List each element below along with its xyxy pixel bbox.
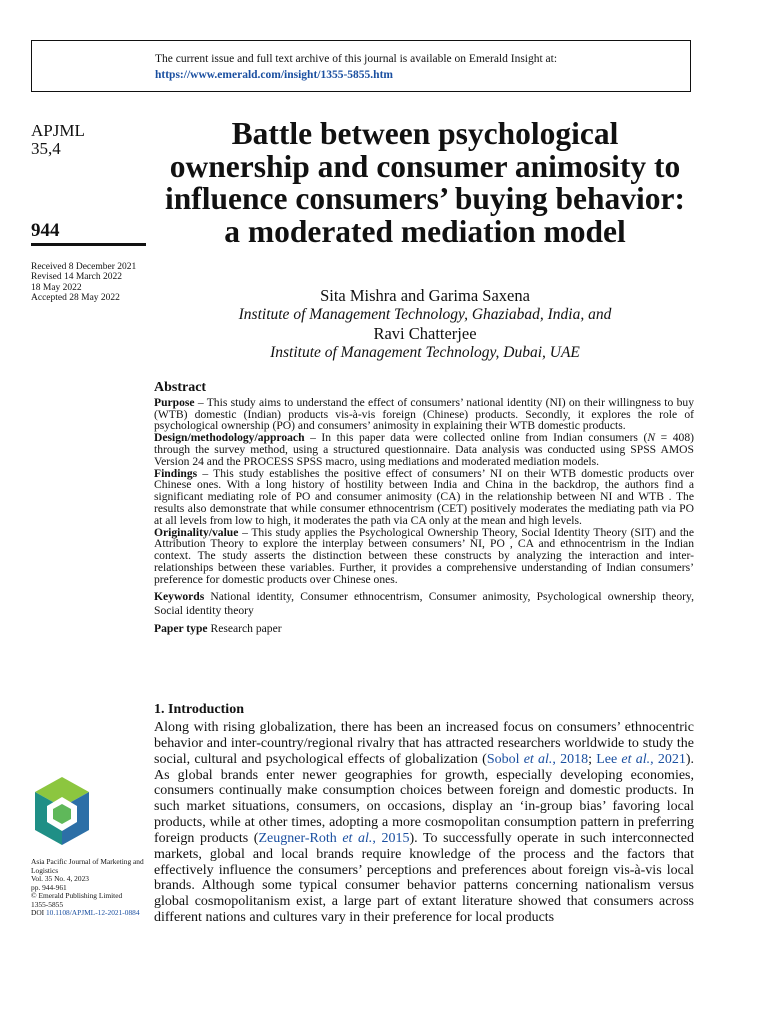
doi-line (31, 909, 146, 918)
article-title: Battle between psychological ownership and consumer animosity to influence consumers’ buying behavior: a moderated mediation model (164, 116, 686, 249)
purpose-label: Purpose (154, 395, 195, 409)
originality-text: – This study applies the Psychological Ownership Theory, Social Identity Theory (SIT) and the Attribution Theory to explore the interplay between consumers’ NI, PO , CA and ethnocentrism in the Indian context. The study asserts the distinction between these constructs by analyzing the interaction and inter-relationships between these variables. Further, it provides a comprehensive understanding of Indian consumers’ preference for domestic products over Chinese ones. (154, 525, 694, 586)
received-date: Received 8 December 2021 (31, 262, 137, 272)
affiliation-1: Institute of Management Technology, Ghaziabad, India, and (238, 306, 612, 323)
intro-text-3: ). As global brands enter newer geographies for growth, especially developing economies, consumers continually make consumption choices between foreign and domestic products. In such market situations, consumers, on occasions, display an ‘in-group bias’ favoring local products, while at other times, adopting a more cosmopolitan consumption pattern in preferring foreign products ( (154, 751, 695, 846)
abstract-keywords (154, 590, 694, 618)
journal-url-link[interactable]: https://www.emerald.com/insight/1355-5855.htm (155, 69, 393, 81)
journal-availability-box (31, 40, 691, 92)
design-text-b: = 408) through the survey method, using a structured questionnaire. Data analysis was conducted using SPSS AMOS Version 24 and the PROCESS SPSS macro, using mediations and moderated mediation models. (154, 431, 694, 468)
accepted-date: Accepted 28 May 2022 (31, 292, 120, 303)
journal-volume: Vol. 35 No. 4, 2023 (31, 874, 89, 883)
citation-sobol-year: , 2018 (552, 751, 589, 767)
citation-lee-year: , 2021 (650, 751, 686, 767)
findings-label: Findings (154, 466, 198, 480)
intro-text-1: Along with rising globalization, there has been an increased focus on consumers’ ethnocentric behavior and inter-country/regional rivalry that has attracted researchers worldwide to study the social, cultural and psychological effects of globalization ( (154, 720, 694, 767)
journal-full-name: Asia Pacific Journal of Marketing and Logistics (31, 857, 144, 875)
citation-lee-etal: et al. (621, 751, 651, 767)
keywords-text: National identity, Consumer ethnocentrism, Consumer animosity, Psychological ownership theory, Social identity theory (154, 589, 694, 617)
abstract-findings (154, 468, 694, 527)
journal-pages: pp. 944-961 (31, 882, 67, 892)
affiliation-2: Institute of Management Technology, Dubai, UAE (270, 344, 580, 361)
revised-date: Revised 14 March 2022 (31, 272, 123, 283)
publisher: © Emerald Publishing Limited (31, 891, 123, 900)
design-label: Design/methodology/approach (154, 431, 305, 445)
volume-issue-text: 35,4 (31, 139, 61, 158)
introduction-heading: 1. Introduction (154, 702, 244, 717)
abstract-purpose (154, 397, 694, 432)
abstract-section (154, 382, 694, 636)
abstract-heading: Abstract (154, 380, 207, 395)
author-block (160, 286, 690, 362)
doi-link[interactable]: 10.1108/APJML-12-2021-0884 (45, 908, 140, 917)
availability-text: The current issue and full text archive of this journal is available on Emerald Insight at: (155, 53, 558, 65)
intro-text-2: ; (588, 751, 597, 767)
paper-type-text: Research paper (207, 621, 282, 635)
design-n: N (647, 431, 656, 445)
introduction-paragraph (154, 720, 694, 926)
author-line-1: Sita Mishra and Garima Saxena (320, 286, 530, 305)
journal-abbreviation (31, 122, 85, 158)
abstract-paper-type (154, 622, 694, 636)
paper-type-label: Paper type (154, 621, 208, 635)
emerald-publishing-logo-icon (31, 775, 93, 847)
citation-zeugner-author: Zeugner-Roth (258, 830, 343, 846)
citation-zeugner-roth[interactable] (258, 831, 409, 846)
citation-lee[interactable] (596, 752, 686, 767)
keywords-label: Keywords (154, 589, 205, 603)
page-number: 944 (31, 220, 60, 241)
citation-zeugner-etal: et al. (342, 830, 373, 846)
citation-zeugner-year: , 2015 (372, 830, 410, 846)
introduction-section (154, 702, 694, 926)
sidebar-divider (31, 243, 146, 246)
journal-abbr-text: APJML (31, 121, 85, 140)
citation-sobol[interactable] (487, 752, 588, 767)
findings-text: – This study establishes the positive effect of consumers’ NI on their WTB domestic products over Chinese ones. With a long history of hostility between India and China in the backdrop, the authors find a significant mediating role of PO and consumer animosity (CA) in the relationship between NI and WTB . The results also demonstrate that while consumer ethnocentrism (CET) positively moderates the mediating path via PO at all levels from low to high, it moderates the path via CA only at the mean and high levels. (154, 466, 694, 527)
revised-date-2: 18 May 2022 (31, 282, 82, 293)
citation-sobol-etal: et al. (523, 751, 553, 767)
citation-lee-author: Lee (596, 751, 622, 767)
intro-text-4: ). To successfully operate in such interconnected markets, global and local brands require knowledge of the process and the factors that effectively influence the consumers’ perceptions and preferences about foreign vis-à-vis local brands. Although some typical consumer behavior patterns concerning nationalism versus global cosmopolitanism exist, a large part of extant literature showed that consumers across different nations and cultures vary in their preference for local products (154, 830, 694, 926)
journal-footer-meta (31, 858, 146, 918)
doi-label: DOI (31, 908, 46, 917)
abstract-design (154, 432, 694, 467)
citation-sobol-author: Sobol (486, 751, 524, 767)
author-line-2: Ravi Chatterjee (373, 324, 477, 343)
purpose-text: – This study aims to understand the effect of consumers’ national identity (NI) on their willingness to buy (WTB) domestic (Indian) products vis-à-vis foreign (Chinese) products. Secondly, it explores the role of psychological ownership (PO) and consumers’ animosity in explaining their WTB domestic products. (154, 395, 694, 433)
originality-label: Originality/value (154, 525, 239, 539)
design-text-a: – In this paper data were collected online from Indian consumers ( (304, 431, 648, 445)
issn: 1355-5855 (31, 899, 64, 909)
article-dates (31, 262, 136, 303)
abstract-originality (154, 527, 694, 586)
